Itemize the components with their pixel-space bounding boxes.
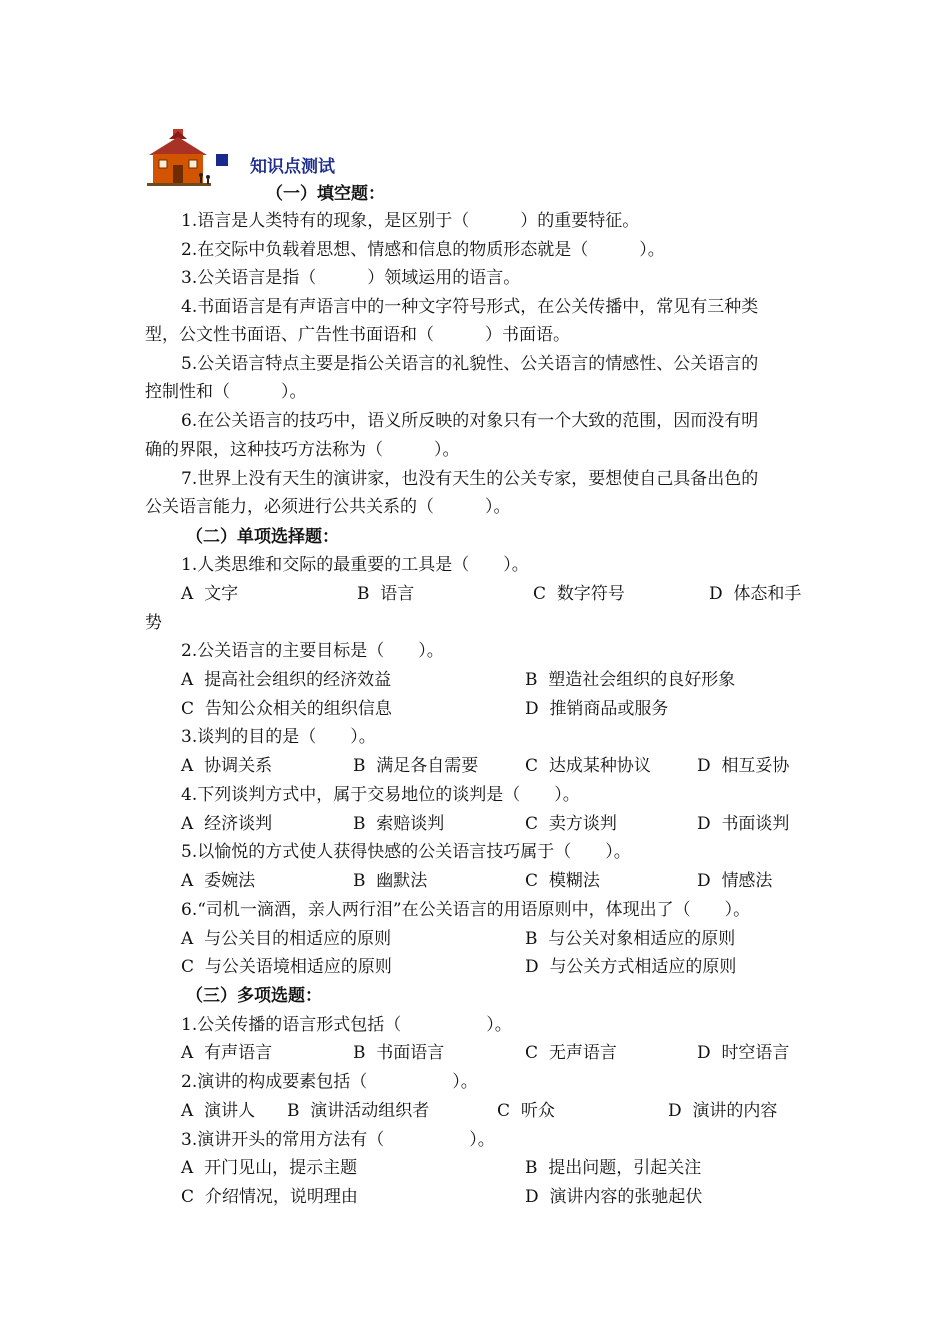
fill-q2: 2.在交际中负载着思想、情感和信息的物质形态就是（ ）。 xyxy=(181,240,665,260)
multi-q3: 3.演讲开头的常用方法有（ ）。 xyxy=(181,1130,495,1150)
single-q4: 4.下列谈判方式中，属于交易地位的谈判是（ ）。 xyxy=(181,785,580,805)
fill-q5-line2: 控制性和（ ）。 xyxy=(145,382,307,402)
single-q3-option-b: B 满足各自需要 xyxy=(353,756,479,776)
single-q4-option-d: D 书面谈判 xyxy=(697,814,790,834)
single-q2-option-b: B 塑造社会组织的良好形象 xyxy=(525,670,736,690)
multi-q2: 2.演讲的构成要素包括（ ）。 xyxy=(181,1072,478,1092)
multi-q1-option-a: A 有声语言 xyxy=(181,1043,273,1063)
fill-q6-line1: 6.在公关语言的技巧中，语义所反映的对象只有一个大致的范围，因而没有明 xyxy=(181,411,759,431)
square-bullet-icon xyxy=(216,154,228,166)
multi-q1-option-b: B 书面语言 xyxy=(353,1043,445,1063)
single-q6: 6.“司机一滴酒，亲人两行泪”在公关语言的用语原则中，体现出了（ ）。 xyxy=(181,900,751,920)
fill-q6-line2: 确的界限，这种技巧方法称为（ ）。 xyxy=(145,440,460,460)
page-title: 知识点测试 xyxy=(250,157,335,177)
single-q5-option-d: D 情感法 xyxy=(697,871,773,891)
single-q5-option-c: C 模糊法 xyxy=(525,871,600,891)
multi-q3-option-c: C 介绍情况，说明理由 xyxy=(181,1187,358,1207)
multi-q3-option-b: B 提出问题，引起关注 xyxy=(525,1158,702,1178)
fill-q7-line2: 公关语言能力，必须进行公共关系的（ ）。 xyxy=(145,497,511,517)
single-q2-option-a: A 提高社会组织的经济效益 xyxy=(181,670,392,690)
single-q4-option-a: A 经济谈判 xyxy=(181,814,273,834)
single-q5: 5.以愉悦的方式使人获得快感的公关语言技巧属于（ ）。 xyxy=(181,842,631,862)
fill-q4-line2: 型，公文性书面语、广告性书面语和（ ）书面语。 xyxy=(145,325,570,345)
single-q6-option-c: C 与公关语境相适应的原则 xyxy=(181,957,392,977)
single-q6-option-b: B 与公关对象相适应的原则 xyxy=(525,929,736,949)
multi-q2-option-b: B 演讲活动组织者 xyxy=(287,1101,430,1121)
single-q1: 1.人类思维和交际的最重要的工具是（ ）。 xyxy=(181,555,529,575)
single-q6-option-a: A 与公关目的相适应的原则 xyxy=(181,929,392,949)
multi-q2-option-d: D 演讲的内容 xyxy=(668,1101,778,1121)
fill-q3: 3.公关语言是指（ ）领域运用的语言。 xyxy=(181,268,521,288)
section-heading-fill: （一）填空题： xyxy=(266,184,385,204)
single-q4-option-c: C 卖方谈判 xyxy=(525,814,617,834)
single-q6-option-d: D 与公关方式相适应的原则 xyxy=(525,957,737,977)
single-q1-option-d: D 体态和手 xyxy=(709,584,802,604)
fill-q4-line1: 4.书面语言是有声语言中的一种文字符号形式，在公关传播中，常见有三种类 xyxy=(181,297,759,317)
section-heading-multi: （三）多项选题： xyxy=(186,986,322,1006)
single-q2: 2.公关语言的主要目标是（ ）。 xyxy=(181,641,444,661)
single-q2-option-c: C 告知公众相关的组织信息 xyxy=(181,699,392,719)
single-q3-option-a: A 协调关系 xyxy=(181,756,273,776)
multi-q3-option-d: D 演讲内容的张驰起伏 xyxy=(525,1187,703,1207)
single-q4-option-b: B 索赔谈判 xyxy=(353,814,445,834)
multi-q2-option-a: A 演讲人 xyxy=(181,1101,256,1121)
single-q1-option-d-wrap: 势 xyxy=(145,613,162,633)
single-q3-option-c: C 达成某种协议 xyxy=(525,756,651,776)
multi-q1: 1.公关传播的语言形式包括（ ）。 xyxy=(181,1015,512,1035)
single-q5-option-b: B 幽默法 xyxy=(353,871,428,891)
section-heading-single: （二）单项选择题： xyxy=(186,527,339,547)
single-q1-option-b: B 语言 xyxy=(357,584,415,604)
fill-q1: 1.语言是人类特有的现象，是区别于（ ）的重要特征。 xyxy=(181,211,640,231)
schoolhouse-icon xyxy=(143,127,215,189)
single-q2-option-d: D 推销商品或服务 xyxy=(525,699,669,719)
multi-q1-option-c: C 无声语言 xyxy=(525,1043,617,1063)
single-q3-option-d: D 相互妥协 xyxy=(697,756,790,776)
single-q1-option-c: C 数字符号 xyxy=(533,584,625,604)
fill-q5-line1: 5.公关语言特点主要是指公关语言的礼貌性、公关语言的情感性、公关语言的 xyxy=(181,354,759,374)
single-q3: 3.谈判的目的是（ ）。 xyxy=(181,727,376,747)
multi-q2-option-c: C 听众 xyxy=(497,1101,555,1121)
fill-q7-line1: 7.世界上没有天生的演讲家，也没有天生的公关专家，要想使自己具备出色的 xyxy=(181,469,759,489)
multi-q3-option-a: A 开门见山，提示主题 xyxy=(181,1158,358,1178)
single-q5-option-a: A 委婉法 xyxy=(181,871,256,891)
single-q1-option-a: A 文字 xyxy=(181,584,239,604)
multi-q1-option-d: D 时空语言 xyxy=(697,1043,790,1063)
